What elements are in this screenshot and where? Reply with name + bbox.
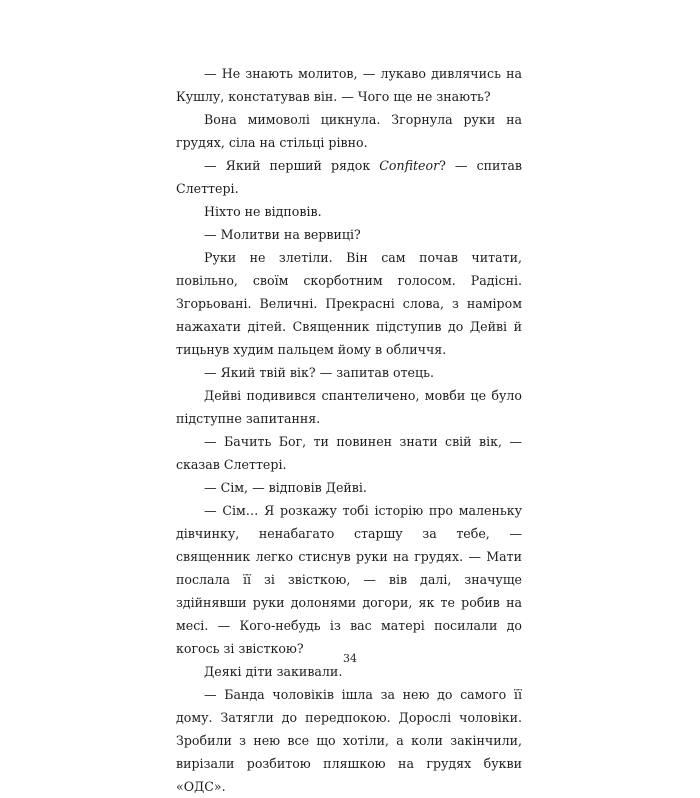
paragraph: — Молитви на вервиці? (204, 227, 361, 242)
body-text (176, 62, 522, 798)
italic-term: Confiteor (379, 158, 440, 173)
paragraph: Деякі діти закивали. (204, 664, 343, 679)
paragraph: Ніхто не відповів. (204, 204, 322, 219)
paragraph (176, 154, 522, 200)
paragraph-text: — Який перший рядок (204, 158, 380, 173)
paragraph: Дейві подивився спантеличено, мовби це було підступне запитання. (176, 388, 522, 426)
page-number: 34 (343, 652, 357, 665)
paragraph: — Банда чоловіків ішла за нею до самого її дому. Затягли до передпокою. Дорослі чоловіки. Зробили з нею все що хотіли, а коли закінчили, вирізали розбитою пляшкою на грудях букви «ОДС». (176, 687, 522, 794)
paragraph-text: ? — спитав Слеттері. (176, 158, 522, 196)
paragraph: — Сім… Я розкажу тобі історію про маленьку дівчинку, ненабагато старшу за тебе, — священник легко стиснув руки на грудях. — Мати послала її зі звісткою, — вів далі, значуще здійнявши руки долонями догори, як те робив на месі. — Кого-небудь із вас матері посилали до когось зі звісткою? (176, 503, 522, 656)
paragraph: — Не знають молитов, — лукаво дивлячись на Кушлу, констатував він. — Чого ще не знають? (176, 66, 522, 104)
paragraph: — Бачить Бог, ти повинен знати свій вік, — сказав Слеттері. (176, 434, 522, 472)
paragraph: — Сім, — відповів Дейві. (204, 480, 367, 495)
paragraph: — Який твій вік? — запитав отець. (204, 365, 434, 380)
paragraph: Вона мимоволі цикнула. Згорнула руки на грудях, сіла на стільці рівно. (176, 112, 522, 150)
paragraph: Руки не злетіли. Він сам почав читати, повільно, своїм скорботним голосом. Радісні. Згорьовані. Величні. Прекрасні слова, з наміром нажахати дітей. Священник підступив до Дейві й тицьнув худим пальцем йому в обличчя. (176, 250, 522, 357)
